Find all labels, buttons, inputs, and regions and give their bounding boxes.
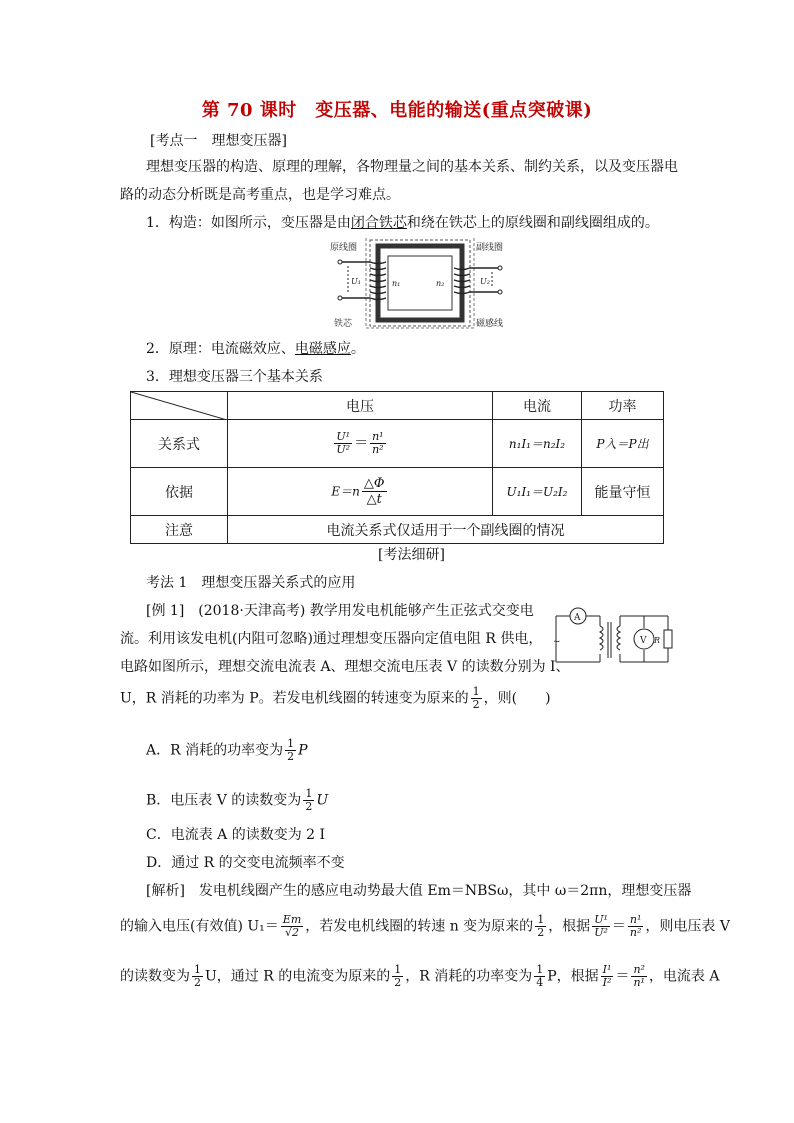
row-label: 关系式: [131, 420, 228, 468]
solution-line-3: 的读数变为 $\frac{1}{2}$ U，通过 R 的电流变为原来的 $\frac{1}{2}$ ，R 消耗的功率变为 $\frac{1}{4}$ P，根据 $\frac{\text{I¹}}{\text{I²}}$ ＝ $\frac{\text{n²}}{\text{n¹}}$ ，电流表 A: [120, 963, 720, 989]
example-1-line-4: U，R 消耗的功率为 P。若发电机线圈的转速变为原来的 $\frac{1}{2}$ ，则( ): [120, 685, 551, 711]
row-label: 依据: [131, 468, 228, 516]
item-2-suffix: 。: [350, 341, 365, 357]
corner-cell: [131, 392, 228, 420]
solution-line-2: 的输入电压(有效值) U₁＝ $\frac{Em}{√2}$ ，若发电机线圈的转速 n 变为原来的 $\frac{1}{2}$ ，根据 $\frac{\text{U¹}}{\text{U²}}$ ＝ $\frac{\text{n¹}}{\text{n²}}$ ，则电压表 V: [120, 913, 730, 939]
ammeter-label: A: [574, 613, 581, 623]
resistor-label: R: [654, 636, 661, 645]
header-power: 功率: [582, 392, 664, 420]
intro-line-2: 路的动态分析既是高考重点，也是学习难点。: [120, 187, 400, 203]
table-row: [131, 420, 664, 468]
header-current: 电流: [493, 392, 582, 420]
voltage-basis: E＝n $\frac{\triangle\Phi}{\triangle t}$: [228, 468, 493, 516]
label-flux: 磁感线: [476, 319, 504, 329]
kaofa-1: 考法 1 理想变压器关系式的应用: [146, 575, 356, 591]
kaofa-xiyan-heading: [考法细研]: [378, 547, 445, 563]
circuit-diagram: [548, 602, 678, 680]
page-title: 第 70 课时 变压器、电能的输送(重点突破课): [201, 100, 593, 121]
label-n1: n₁: [392, 279, 401, 288]
table-header-row: [131, 392, 664, 420]
option-a[interactable]: A．R 消耗的功率变为 $\frac{1}{2}$ P: [146, 737, 308, 763]
solution-line-1: [解析] 发电机线圈产生的感应电动势最大值 Em＝NBSω，其中 ω＝2πn，理想变压器: [146, 883, 692, 899]
item-3: 3．理想变压器三个基本关系: [146, 369, 323, 385]
option-c[interactable]: C．电流表 A 的读数变为 2 I: [146, 827, 326, 843]
power-basis: 能量守恒: [582, 468, 664, 516]
example-1-line-1: [例 1] (2018·天津高考) 教学用发电机能够产生正弦式交变电: [146, 603, 534, 619]
label-core: 铁芯: [334, 319, 353, 329]
table-row: [131, 516, 664, 544]
power-relation: P入＝P出: [582, 420, 664, 468]
option-b[interactable]: B．电压表 V 的读数变为 $\frac{1}{2}$ U: [146, 787, 329, 813]
item-2-prefix: 2．原理：电流磁效应、: [146, 341, 295, 357]
transformer-diagram: [330, 238, 510, 330]
example-1-line-2: 流。利用该发电机(内阻可忽略)通过理想变压器向定值电阻 R 供电，: [120, 631, 543, 647]
current-relation: n₁I₁＝n₂I₂: [493, 420, 582, 468]
item-1-suffix: 和绕在铁芯上的原线圈和副线圈组成的。: [406, 215, 659, 231]
item-2-underlined: 电磁感应: [294, 341, 351, 357]
relations-table: [130, 391, 664, 544]
row-label: 注意: [131, 516, 228, 544]
label-primary: 原线圈: [330, 243, 358, 253]
label-n2: n₂: [436, 279, 445, 288]
label-secondary: 副线圈: [476, 243, 504, 253]
svg-text:~: ~: [553, 637, 561, 647]
item-1-prefix: 1．构造：如图所示，变压器是由: [146, 215, 351, 231]
label-u1: U₁: [351, 277, 361, 286]
example-1-line-3: 电路如图所示，理想交流电流表 A、理想交流电压表 V 的读数分别为 I、: [120, 659, 570, 675]
item-2: [146, 340, 365, 358]
label-u2: U₂: [480, 277, 490, 286]
intro-line-1: 理想变压器的构造、原理的理解，各物理量之间的基本关系、制约关系，以及变压器电: [146, 159, 678, 175]
note-cell: 电流关系式仅适用于一个副线圈的情况: [228, 516, 664, 544]
item-1-underlined: 闭合铁芯: [350, 215, 407, 231]
voltage-relation: $\frac{\text{U¹}}{\text{U²}}$ ＝ $\frac{\text{n¹}}{\text{n²}}$: [228, 420, 493, 468]
voltmeter-label: V: [640, 636, 647, 646]
item-1: [146, 214, 659, 232]
header-voltage: 电压: [228, 392, 493, 420]
option-d[interactable]: D．通过 R 的交变电流频率不变: [146, 855, 345, 871]
kaodian-heading: [考点一 理想变压器]: [150, 133, 287, 149]
table-row: [131, 468, 664, 516]
current-basis: U₁I₁＝U₂I₂: [493, 468, 582, 516]
